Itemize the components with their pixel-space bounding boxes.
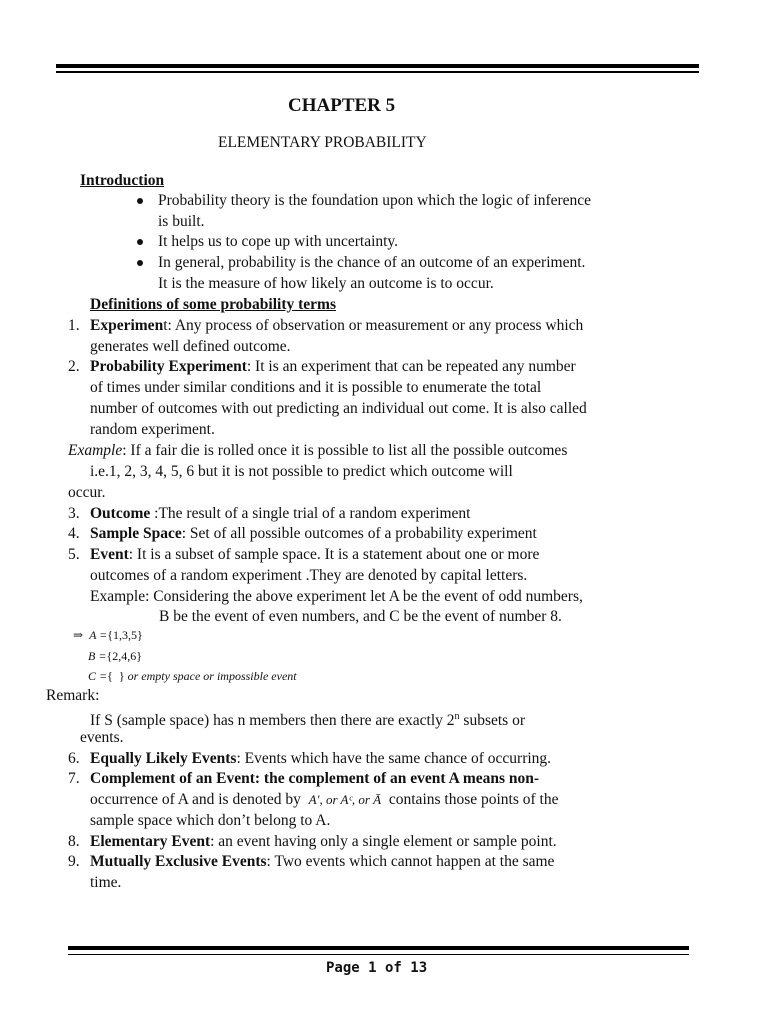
def-number: 7. [68,770,80,787]
def-item-9-cont: time. [90,874,122,891]
def-number: 5. [68,546,80,563]
def-item-8: Elementary Event: an event having only a single element or sample point. [90,833,557,850]
def-number: 2. [68,358,80,375]
intro-bullet-2: It helps us to cope up with uncertainty. [158,233,399,250]
header-rule-thick [56,64,699,68]
math-set-a: ⇒ A ={1,3,5} [73,628,143,642]
def-number: 9. [68,853,80,870]
example-line: Example: If a fair die is rolled once it is possible to list all the possible outcomes [68,442,568,459]
def-item-2-cont: random experiment. [90,421,215,438]
intro-bullet-1: Probability theory is the foundation upon which the logic of inference [158,192,592,209]
def-item-1: Experiment: Any process of observation or measurement or any process which [90,317,584,334]
intro-heading: Introduction [80,172,165,189]
def-item-9: Mutually Exclusive Events: Two events which cannot happen at the same [90,853,555,870]
def-number: 1. [68,317,80,334]
page-number: Page 1 of 13 [326,960,428,976]
chapter-title: ELEMENTARY PROBABILITY [218,134,427,151]
math-set-c: C ={ } or empty space or impossible event [88,669,297,683]
remark-text-cont: events. [80,729,124,746]
bullet-icon [137,260,143,266]
intro-bullet-3: In general, probability is the chance of an outcome of an experiment. [158,254,586,271]
example-line-cont: occur. [68,484,106,501]
def-item-1-cont: generates well defined outcome. [90,338,291,355]
bullet-icon [137,239,143,245]
remark-label: Remark: [46,687,100,704]
definitions-heading: Definitions of some probability terms [90,296,336,313]
def-item-4: Sample Space: Set of all possible outcomes of a probability experiment [90,525,537,542]
def-number: 6. [68,750,80,767]
def-item-7: Complement of an Event: the complement of an event A means non- [90,770,540,787]
def-item-6: Equally Likely Events: Events which have the same chance of occurring. [90,750,552,767]
def-number: 4. [68,525,80,542]
def-item-3: Outcome :The result of a single trial of a random experiment [90,505,471,522]
complement-notation: A′, or Aᶜ, or Ā [308,792,382,807]
chapter-heading: CHAPTER 5 [288,95,396,116]
bullet-icon [137,198,143,204]
def-item-2-cont: of times under similar conditions and it is possible to enumerate the total [90,379,542,396]
def-item-2-cont: number of outcomes with out predicting an individual out come. It is also called [90,400,587,417]
def-item-5-cont: B be the event of even numbers, and C be the event of number 8. [159,608,562,625]
def-item-5-cont: Example: Considering the above experiment let A be the event of odd numbers, [90,588,583,605]
example-line-cont: i.e.1, 2, 3, 4, 5, 6 but it is not possible to predict which outcome will [90,463,513,480]
intro-bullet-3-cont: It is the measure of how likely an outcome is to occur. [158,275,494,292]
intro-bullet-1-cont: is built. [158,213,205,230]
def-item-5: Event: It is a subset of sample space. It is a statement about one or more [90,546,540,563]
footer-rule-thin [68,954,689,955]
def-item-2: Probability Experiment: It is an experiment that can be repeated any number [90,358,576,375]
remark-text: If S (sample space) has n members then there are exactly 2$^n$ subsets or [90,711,525,730]
header-rule-thin [56,71,699,73]
math-set-b: B ={2,4,6} [88,649,142,663]
def-item-7-cont: sample space which don’t belong to A. [90,812,331,829]
def-number: 8. [68,833,80,850]
footer-rule-thick [68,946,689,950]
def-number: 3. [68,505,80,522]
def-item-7-cont: occurrence of A and is denoted by A′, or Aᶜ, or Ā contains those points of the [90,791,559,808]
def-item-5-cont: outcomes of a random experiment .They are denoted by capital letters. [90,567,528,584]
